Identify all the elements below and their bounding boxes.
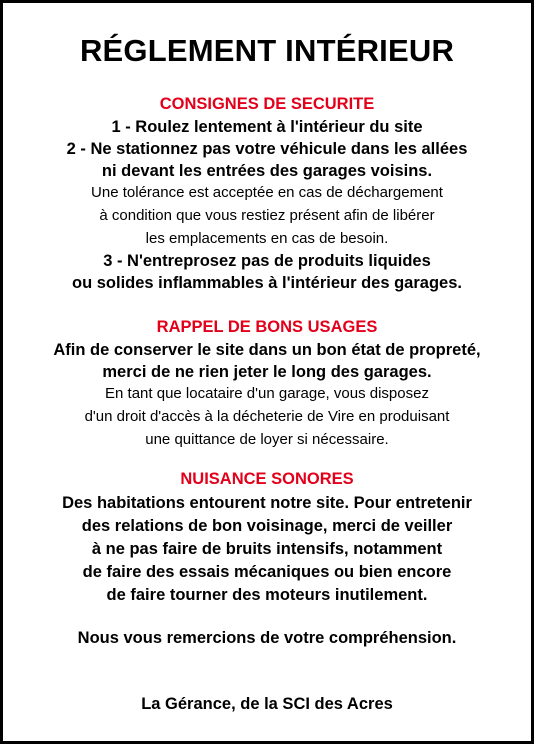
good-practice-note-2: d'un droit d'accès à la décheterie de Vire en produisant (84, 408, 450, 425)
safety-rule-2: 2 - Ne stationnez pas votre véhicule dans les allées (66, 140, 468, 158)
section-heading-safety: CONSIGNES DE SECURITE (159, 95, 375, 113)
good-practice-note-3: une quittance de loyer si nécessaire. (145, 431, 389, 448)
signature: La Gérance, de la SCI des Acres (141, 695, 393, 713)
safety-note-line-1: Une tolérance est acceptée en cas de déchargement (91, 184, 443, 201)
safety-rule-3-cont: ou solides inflammables à l'intérieur des garages. (72, 274, 462, 292)
safety-rule-3: 3 - N'entreprosez pas de produits liquides (103, 252, 431, 270)
sign-title: RÉGLEMENT INTÉRIEUR (79, 33, 455, 68)
noise-line-1: Des habitations entourent notre site. Pour entretenir (62, 494, 472, 512)
section-heading-good-practice: RAPPEL DE BONS USAGES (156, 318, 378, 336)
noise-line-4: de faire des essais mécaniques ou bien encore (82, 563, 452, 581)
section-heading-noise: NUISANCE SONORES (180, 470, 354, 488)
good-practice-line-2: merci de ne rien jeter le long des garages. (102, 363, 432, 381)
safety-rule-2-cont: ni devant les entrées des garages voisins. (101, 162, 433, 180)
good-practice-note-1: En tant que locataire d'un garage, vous disposez (105, 385, 429, 402)
safety-note-line-3: les emplacements en cas de besoin. (145, 230, 389, 247)
thanks-message: Nous vous remercions de votre compréhension. (77, 629, 457, 647)
safety-note-line-2: à condition que vous restiez présent afin de libérer (99, 207, 435, 224)
noise-line-3: à ne pas faire de bruits intensifs, notamment (91, 540, 443, 558)
noise-line-2: des relations de bon voisinage, merci de veiller (81, 517, 453, 535)
noise-line-5: de faire tourner des moteurs inutilement. (106, 586, 428, 604)
safety-rule-1: 1 - Roulez lentement à l'intérieur du site (111, 118, 423, 136)
good-practice-line-1: Afin de conserver le site dans un bon état de propreté, (53, 341, 481, 359)
